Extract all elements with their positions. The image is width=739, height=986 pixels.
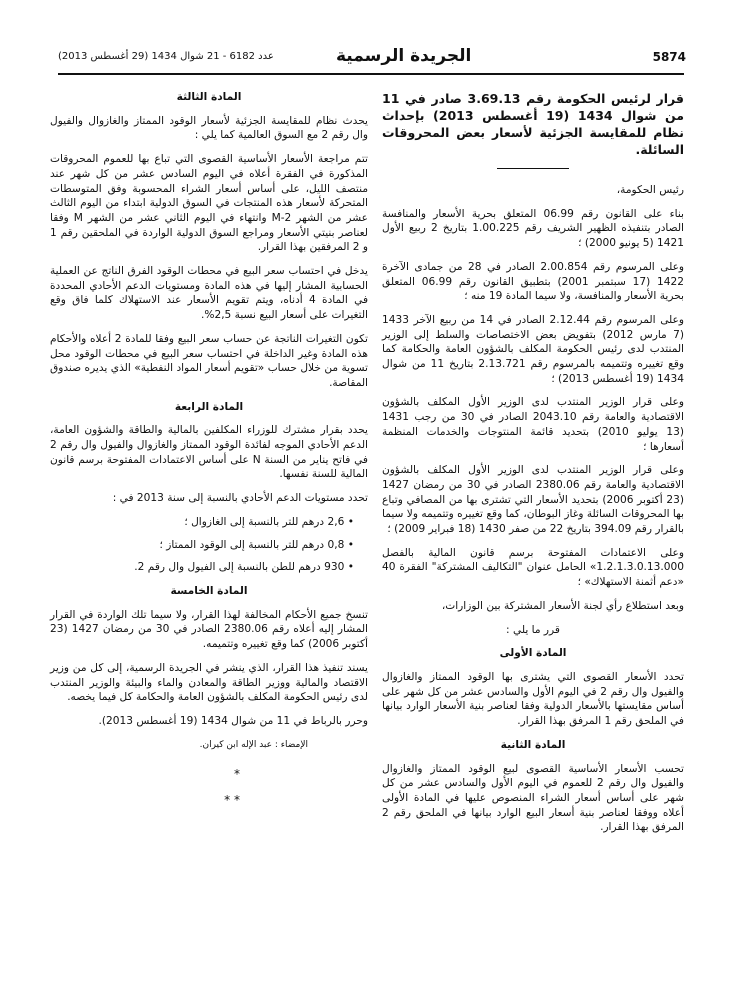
title-divider [497,168,569,169]
article-2-text: تحسب الأسعار الأساسية القصوى لبيع الوقود الممتاز والغازوال والفيول وال رقم 2 للعموم في اليوم الأول والسادس عشر من كل شهر على أساس أسعار الشراء المنصوص عليها في المادة الأولى أعلاه ووفقا لعناصر بنية أسعار البيع الوارد بيانها في الملحق رقم 2 المرفق بهذا القرار. [382,762,684,834]
closing-stars [50,766,368,808]
article-3-paragraph: يدخل في احتساب سعر البيع في محطات الوقود الفرق الناتج عن العملية الحسابية المشار إليها في هذه المادة ومستويات الدعم الأحادي المحددة في المادة 4 أدناه، ويتم تقويم الأسعار عند الاستهلاك كلما فاق وقع التغيرات على أسعار البيع نسبة 2,5%. [50,265,369,322]
list-item: • 2,6 درهم للتر بالنسبة إلى الغازوال ؛ [50,515,354,530]
left-column [50,90,368,818]
article-3-paragraph: يحدث نظام للمقايسة الجزئية لأسعار الوقود الممتاز والغازوال والفيول وال رقم 2 مع السوق العالمية كما يلي : [50,114,368,142]
article-4-paragraph: تحدد مستويات الدعم الأحادي بالنسبة إلى سنة 2013 في : [112,492,368,505]
recital: وعلى الاعتمادات المفتوحة برسم قانون المالية بالفصل 1.2.1.3.0.13.000» الحامل عنوان "التكاليف المشتركة" الفقرة 40 «دعم أثمنة الاستهلاك» ؛ [382,546,684,589]
recital: بناء على القانون رقم 06.99 المتعلق بحرية الأسعار والمنافسة الصادر بتنفيذه الظهير الشريف رقم 1.00.225 بتاريخ 2 ربيع الأول 1421 (5 يونيو 2000) ؛ [382,207,685,250]
star-line: * * [224,793,240,808]
star-line: * [234,767,240,782]
right-column [382,90,684,844]
page-header [58,47,686,71]
journal-title: الجريدة الرسمية [336,46,472,66]
page-number: 5874 [652,50,686,64]
article-5-title: المادة الخامسة [170,584,248,597]
signature: الإمضاء : عبد الإله ابن كيران. [199,739,308,750]
list-item: • 930 درهم للطن بالنسبة إلى الفيول وال رقم 2. [50,560,354,575]
decree-title: قرار لرئيس الحكومة رقم 3.69.13 صادر في 11 من شوال 1434 (19 أغسطس 2013) بإحداث نظام للمقايسة الجزئية لأسعار بعض المحروقات السائلة. [382,91,685,157]
article-4-paragraph: يحدد بقرار مشترك للوزراء المكلفين بالمالية والطاقة والشؤون العامة، الدعم الأحادي الموجه لفائدة الوقود الممتاز والغازوال والفيول وال رقم 2 في فاتح يناير من السنة N على أساس الاعتمادات المفتوحة برسم قانون المالية للسنة نفسها. [50,424,368,481]
decides-line: قرر ما يلي : [506,623,560,636]
article-2-title: المادة الثانية [500,738,566,751]
done-at: وحرر بالرباط في 11 من شوال 1434 (19 أغسطس 2013). [98,714,368,727]
recital: وبعد استطلاع رأي لجنة الأسعار المشتركة بين الوزارات، [441,599,684,612]
article-1-text: تحدد الأسعار القصوى التي يشترى بها الوقود الممتاز والغازوال والفيول وال رقم 2 في اليوم الأول والسادس عشر من كل شهر على أساس مقايستها بالأسعار الدولية وفقا لعناصر بنية الأسعار الوارد بيانها في الملحق رقم 1 المرفق بهذا القرار. [382,670,684,728]
issue-date: عدد 6182 - 21 شوال 1434 (29 أغسطس 2013) [58,51,274,62]
decree-opening: رئيس الحكومة، [616,184,684,196]
list-item: • 0,8 درهم للتر بالنسبة إلى الوقود الممتاز ؛ [50,538,354,553]
article-3-paragraph: تكون التغيرات الناتجة عن حساب سعر البيع وفقا للمادة 2 أعلاه والأحكام هذه المادة وغير الداخلة في احتساب سعر البيع في محطات الوقود محل تسوية من خلال حساب «تقويم أسعار المواد النفطية» الذي يديره صندوق المقاصة. [50,332,368,389]
header-rule [58,73,684,75]
subsidy-list [50,515,368,575]
recital: وعلى المرسوم رقم 2.00.854 الصادر في 28 من جمادى الآخرة 1422 (17 سبتمبر 2001) بتطبيق القانون رقم 06.99 المتعلق بحرية الأسعار والمنافسة، ولا سيما المادة 19 منه ؛ [382,260,685,303]
article-3-paragraph: تتم مراجعة الأسعار الأساسية القصوى التي تباع بها للعموم المحروقات المذكورة في الفقرة أعلاه في اليوم السادس عشر من كل شهر عند منتصف الليل، على أساس أسعار الشراء المحسوبة وفق المتوسطات المتحركة لأسعار هذه المنتجات في السوق الدولية ابتداء من اليوم الثالث عشر من الشهر M-2 وانتهاء في اليوم الثاني عشر من الشهر M وفقا لعناصر بنيتي الأسعار ومراجع السوق الدولية الواردة في الملحقين رقم 1 و 2 المرفقين بهذا القرار. [50,153,369,254]
article-5-paragraph: يسند تنفيذ هذا القرار، الذي ينشر في الجريدة الرسمية، إلى كل من وزير الاقتصاد والمالية ووزير الطاقة والمعادن والماء والبيئة والوزير المنتدب لدى رئيس الحكومة المكلف بالشؤون العامة والحكامة كل فيما يخصه. [50,661,368,704]
recital: وعلى المرسوم رقم 2.12.44 الصادر في 14 من ربيع الآخر 1433 (7 مارس 2012) بتفويض بعض الاختصاصات والسلط إلى الوزير المنتدب لدى رئيس الحكومة المكلف بالشؤون العامة والحكامة كما وقع تغييره وتتميمه بالمرسوم رقم 2.13.721 بتاريخ 11 من شوال 1434 (19 أغسطس 2013) ؛ [382,313,685,385]
article-1-title: المادة الأولى [499,647,567,660]
recital: وعلى قرار الوزير المنتدب لدى الوزير الأول المكلف بالشؤون الاقتصادية والعامة رقم 2380.06 الصادر في 30 من رمضان 1427 (23 أكتوبر 2006) بتحديد الأسعار التي تشترى بها من المصافي وتباع بها المحروقات السائلة وغاز البوطان، كما وقع تغييره وتتميمه ولا سيما بالقرار رقم 394.09 بتاريخ 22 من صفر 1430 (18 فبراير 2009) ؛ [382,464,684,536]
article-4-title: المادة الرابعة [174,400,244,413]
article-3-title: المادة الثالثة [176,91,242,103]
recital: وعلى قرار الوزير المنتدب لدى الوزير الأول المكلف بالشؤون الاقتصادية والعامة رقم 2043.10 الصادر في 30 من رجب 1431 (13 يوليو 2010) بتحديد قائمة المنتوجات والخدمات المنظمة أسعارها ؛ [382,396,684,453]
article-5-paragraph: تنسخ جميع الأحكام المخالفة لهذا القرار، ولا سيما تلك الواردة في القرار المشار إليه أعلاه رقم 2380.06 الصادر في 30 من رمضان 1427 (23 أكتوبر 2006) كما وقع تغييره وتتميمه. [50,608,368,651]
